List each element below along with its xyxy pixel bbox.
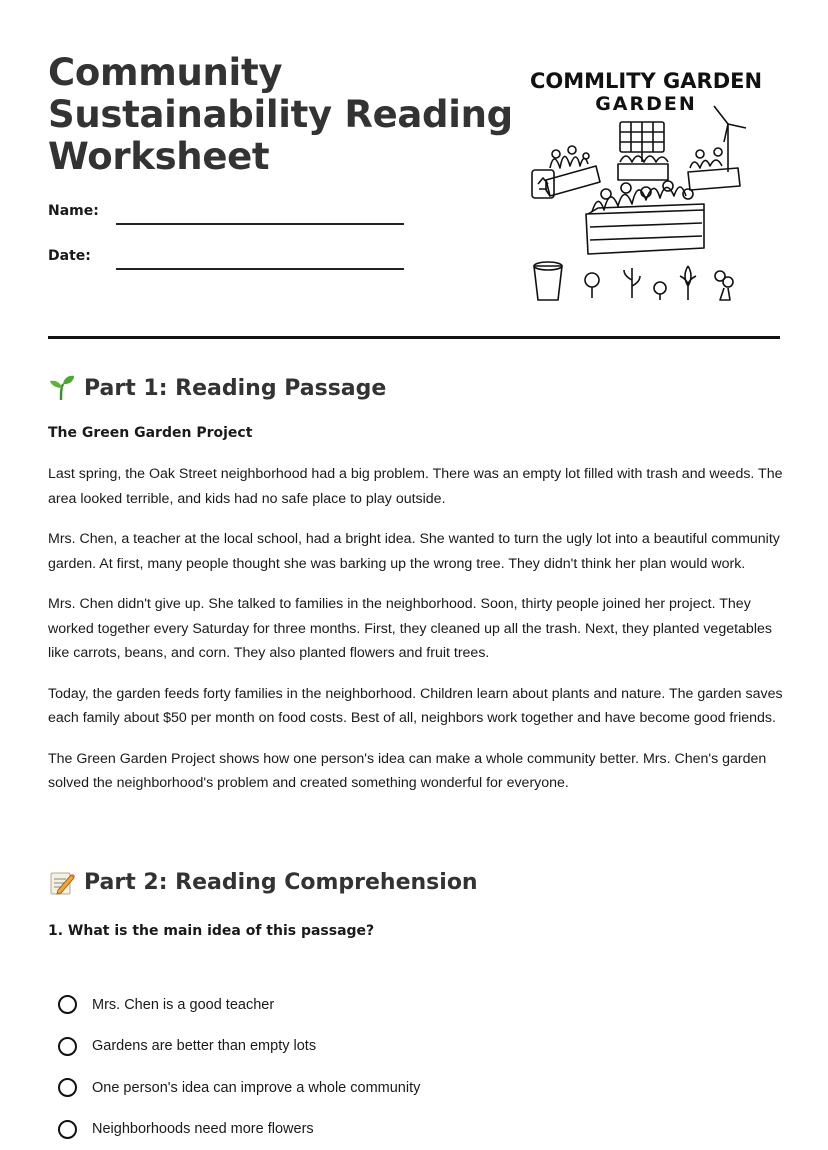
option-b[interactable] — [58, 1026, 420, 1068]
passage-paragraph: Mrs. Chen, a teacher at the local school, had a bright idea. She wanted to turn the ugly lot into a beautiful community garden. At first, many people thought she was barking up the wrong tree. They didn't think her plan would work. — [48, 527, 783, 576]
passage-paragraph: Last spring, the Oak Street neighborhood had a big problem. There was an empty lot filled with trash and weeds. The area looked terrible, and kids had no safe place to play outside. — [48, 462, 783, 511]
radio-button[interactable] — [58, 995, 77, 1014]
part1-title: Part 1: Reading Passage — [84, 376, 386, 401]
worksheet-page — [48, 0, 780, 340]
passage-title: The Green Garden Project — [48, 425, 252, 441]
question-1: 1. What is the main idea of this passage? — [48, 923, 374, 939]
date-line — [116, 268, 404, 270]
small-plants-icon — [585, 266, 733, 300]
radio-button[interactable] — [58, 1037, 77, 1056]
passage-paragraph: The Green Garden Project shows how one person's idea can make a whole community better. Mrs. Chen's garden solved the neighborhood's problem and created something wonderful for everyone. — [48, 747, 783, 796]
passage-paragraph: Mrs. Chen didn't give up. She talked to families in the neighborhood. Soon, thirty people joined her project. They worked together every Saturday for three months. First, they cleaned up all the trash. Next, they planted vegetables like carrots, beans, and corn. They also planted flowers and fruit trees. — [48, 592, 783, 666]
large-planter-icon — [586, 210, 704, 254]
name-label: Name: — [48, 203, 99, 219]
illustration-caption-line1: COMMLITY GARDEN — [530, 69, 762, 93]
name-line — [116, 223, 404, 225]
reading-passage — [48, 462, 783, 812]
part2-heading — [48, 868, 478, 896]
memo-icon — [48, 868, 76, 896]
flower-pot-icon — [534, 266, 562, 300]
right-planter-icon — [688, 168, 740, 190]
header-divider — [48, 336, 780, 339]
illustration-caption-line2: GARDEN — [595, 93, 697, 115]
option-label: Gardens are better than empty lots — [92, 1038, 316, 1054]
passage-paragraph: Today, the garden feeds forty families in the neighborhood. Children learn about plants and nature. The garden saves each family about $50 per month on food costs. Best of all, neighbors work together and have become good friends. — [48, 682, 783, 731]
option-label: Mrs. Chen is a good teacher — [92, 997, 274, 1013]
part2-title: Part 2: Reading Comprehension — [84, 870, 478, 895]
part1-heading — [48, 374, 386, 402]
question-1-options — [58, 984, 420, 1150]
option-d[interactable] — [58, 1109, 420, 1150]
radio-button[interactable] — [58, 1120, 77, 1139]
middle-planter-icon — [618, 164, 668, 180]
option-c[interactable] — [58, 1067, 420, 1109]
option-label: One person's idea can improve a whole community — [92, 1080, 420, 1096]
worksheet-title: Community Sustainability Reading Worksheet — [48, 52, 518, 178]
community-garden-illustration — [528, 62, 768, 307]
recycle-bin-icon — [532, 170, 554, 198]
radio-button[interactable] — [58, 1078, 77, 1097]
seedling-icon — [48, 374, 76, 402]
option-label: Neighborhoods need more flowers — [92, 1121, 314, 1137]
option-a[interactable] — [58, 984, 420, 1026]
worksheet-header — [48, 0, 780, 340]
date-label: Date: — [48, 248, 91, 264]
